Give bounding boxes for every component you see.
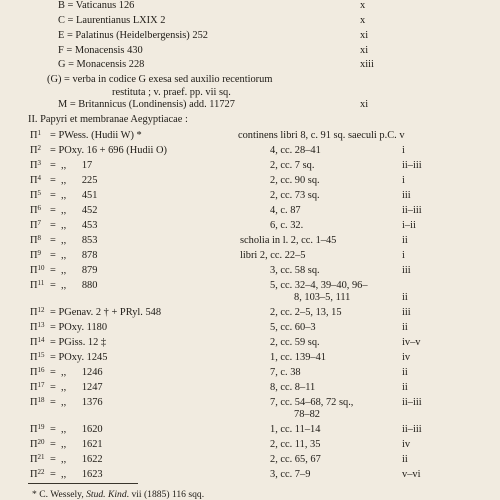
papyrus-source: = ,, 1376 <box>50 397 103 408</box>
papyrus-pi: Π <box>30 352 38 363</box>
manuscript-century: xi <box>360 30 369 41</box>
papyrus-source: = ,, 1247 <box>50 382 103 393</box>
papyrus-century: i <box>402 175 405 186</box>
papyrus-siglum <box>30 469 45 481</box>
papyrus-siglum <box>30 367 45 379</box>
papyrus-number: 2 <box>37 144 42 152</box>
papyrus-number: 11 <box>37 279 45 287</box>
papyrus-pi: Π <box>30 454 38 465</box>
papyrus-source: = ,, 1622 <box>50 454 103 465</box>
papyrus-pi: Π <box>30 250 38 261</box>
papyrus-century: ii <box>402 382 408 393</box>
papyrus-siglum <box>30 190 41 202</box>
manuscript-text: G = Monacensis 228 <box>58 59 145 70</box>
papyrus-pi: Π <box>30 307 38 318</box>
papyrus-century: ii <box>402 292 408 303</box>
papyrus-source: = ,, 1621 <box>50 439 103 450</box>
footnote-italic: Stud. Kind <box>86 489 127 500</box>
footnote-rule <box>28 483 138 484</box>
manuscript-text: (G) = verba in codice G exesa sed auxilio recentiorum <box>47 74 273 85</box>
papyrus-number: 19 <box>37 423 45 431</box>
manuscript-text: B = Vaticanus 126 <box>58 0 135 11</box>
papyrus-content: 4, c. 87 <box>270 205 301 216</box>
papyrus-number: 15 <box>37 351 45 359</box>
papyrus-content: 3, cc. 7–9 <box>270 469 311 480</box>
papyrus-number: 3 <box>37 159 42 167</box>
papyrus-siglum <box>30 250 41 262</box>
papyrus-pi: Π <box>30 382 38 393</box>
papyrus-content: scholia in l. 2, cc. 1–45 <box>240 235 337 246</box>
papyrus-siglum <box>30 397 45 409</box>
papyrus-century: i <box>402 145 405 156</box>
papyrus-content: libri 2, cc. 22–5 <box>240 250 306 261</box>
papyrus-source: = ,, 17 <box>50 160 93 171</box>
papyrus-century: ii <box>402 454 408 465</box>
papyrus-source: = ,, 878 <box>50 250 98 261</box>
papyrus-siglum <box>30 307 45 319</box>
papyrus-source: = POxy. 1180 <box>50 322 108 333</box>
papyrus-pi: Π <box>30 130 38 141</box>
papyrus-source: = ,, 225 <box>50 175 98 186</box>
papyrus-siglum <box>30 160 41 172</box>
papyrus-number: 14 <box>37 336 45 344</box>
footnote-prefix: * C. Wessely, <box>32 489 87 500</box>
papyrus-pi: Π <box>30 439 38 450</box>
papyrus-pi: Π <box>30 280 38 291</box>
papyrus-pi: Π <box>30 265 38 276</box>
papyrus-content: 78–82 <box>294 409 320 420</box>
papyrus-content: 2, cc. 90 sq. <box>270 175 320 186</box>
papyrus-number: 8 <box>37 234 42 242</box>
manuscript-text: C = Laurentianus LXIX 2 <box>58 15 166 26</box>
papyrus-content: continens libri 8, c. 91 sq. saeculi p.C. v <box>238 130 405 141</box>
papyrus-number: 17 <box>37 381 45 389</box>
papyrus-pi: Π <box>30 220 38 231</box>
papyrus-content: 1, cc. 139–41 <box>270 352 326 363</box>
papyrus-pi: Π <box>30 469 38 480</box>
papyrus-number: 12 <box>37 306 45 314</box>
papyrus-siglum <box>30 439 45 451</box>
footnote-rest: . vii (1885) 116 sqq. <box>126 489 205 500</box>
papyrus-source: = PGenav. 2 † + PRyl. 548 <box>50 307 162 318</box>
manuscript-text: E = Palatinus (Heidelbergensis) 252 <box>58 30 208 41</box>
papyrus-content: 5, cc. 60–3 <box>270 322 316 333</box>
manuscript-century: xiii <box>360 59 374 70</box>
papyrus-content: 1, cc. 11–14 <box>270 424 321 435</box>
papyrus-source: = POxy. 1245 <box>50 352 108 363</box>
papyrus-siglum <box>30 265 45 277</box>
papyrus-siglum <box>30 424 45 436</box>
papyrus-century: iv <box>402 439 411 450</box>
papyrus-content: 2, cc. 11, 35 <box>270 439 321 450</box>
papyrus-content: 2, cc. 65, 67 <box>270 454 321 465</box>
manuscript-century: xi <box>360 45 369 56</box>
papyrus-source: = ,, 1623 <box>50 469 103 480</box>
papyrus-content: 5, cc. 32–4, 39–40, 96– <box>270 280 368 291</box>
papyrus-century: i–ii <box>402 220 416 231</box>
papyrus-pi: Π <box>30 322 38 333</box>
papyrus-siglum <box>30 352 45 364</box>
papyrus-number: 20 <box>37 438 45 446</box>
papyrus-content: 2, cc. 2–5, 13, 15 <box>270 307 342 318</box>
papyrus-siglum <box>30 280 44 292</box>
papyrus-content: 6, c. 32. <box>270 220 304 231</box>
manuscript-century: x <box>360 15 366 26</box>
papyrus-century: i <box>402 250 405 261</box>
papyrus-number: 21 <box>37 453 45 461</box>
papyrus-number: 10 <box>37 264 45 272</box>
papyrus-century: ii <box>402 322 408 333</box>
section-heading: II. Papyri et membranae Aegyptiacae : <box>28 114 188 125</box>
papyrus-siglum <box>30 175 41 187</box>
papyrus-century: iv–v <box>402 337 421 348</box>
papyrus-source: = ,, 453 <box>50 220 98 231</box>
papyrus-number: 13 <box>37 321 45 329</box>
papyrus-source: = ,, 1246 <box>50 367 103 378</box>
papyrus-pi: Π <box>30 235 38 246</box>
papyrus-century: iii <box>402 265 411 276</box>
papyrus-siglum <box>30 130 41 142</box>
papyrus-source: = ,, 879 <box>50 265 98 276</box>
manuscript-century: x <box>360 0 366 11</box>
papyrus-number: 9 <box>37 249 42 257</box>
papyrus-pi: Π <box>30 367 38 378</box>
manuscript-text: F = Monacensis 430 <box>58 45 143 56</box>
papyrus-number: 7 <box>37 219 42 227</box>
papyrus-century: iv <box>402 352 411 363</box>
papyrus-number: 22 <box>37 468 45 476</box>
papyrus-pi: Π <box>30 175 38 186</box>
papyrus-source: = PWess. (Hudii W) * <box>50 130 142 141</box>
papyrus-source: = PGiss. 12 ‡ <box>50 337 107 348</box>
papyrus-number: 5 <box>37 189 42 197</box>
papyrus-number: 18 <box>37 396 45 404</box>
papyrus-source: = ,, 451 <box>50 190 98 201</box>
papyrus-pi: Π <box>30 160 38 171</box>
papyrus-century: iii <box>402 190 411 201</box>
papyrus-siglum <box>30 235 41 247</box>
papyrus-content: 4, cc. 28–41 <box>270 145 321 156</box>
papyrus-pi: Π <box>30 397 38 408</box>
papyrus-siglum <box>30 145 41 157</box>
papyrus-source: = ,, 1620 <box>50 424 103 435</box>
papyrus-content: 7, c. 38 <box>270 367 301 378</box>
papyrus-number: 6 <box>37 204 42 212</box>
papyrus-century: iii <box>402 307 411 318</box>
footnote <box>32 489 204 500</box>
papyrus-century: ii–iii <box>402 397 422 408</box>
papyrus-content: 2, cc. 59 sq. <box>270 337 320 348</box>
papyrus-content: 2, cc. 73 sq. <box>270 190 320 201</box>
papyrus-century: ii–iii <box>402 424 422 435</box>
papyrus-content: 8, 103–5, 111 <box>294 292 351 303</box>
papyrus-century: v–vi <box>402 469 421 480</box>
papyrus-century: ii–iii <box>402 205 422 216</box>
papyrus-century: ii <box>402 367 408 378</box>
papyrus-content: 2, cc. 7 sq. <box>270 160 315 171</box>
papyrus-source: = ,, 853 <box>50 235 98 246</box>
papyrus-content: 3, cc. 58 sq. <box>270 265 320 276</box>
manuscript-text: M = Britannicus (Londinensis) add. 11727 <box>58 99 235 110</box>
papyrus-siglum <box>30 382 45 394</box>
papyrus-pi: Π <box>30 205 38 216</box>
papyrus-pi: Π <box>30 424 38 435</box>
papyrus-siglum <box>30 322 45 334</box>
papyrus-siglum <box>30 205 41 217</box>
papyrus-number: 16 <box>37 366 45 374</box>
papyrus-pi: Π <box>30 337 38 348</box>
papyrus-content: 7, cc. 54–68, 72 sq., <box>270 397 354 408</box>
manuscript-century: xi <box>360 99 369 110</box>
papyrus-siglum <box>30 220 41 232</box>
papyrus-source: = ,, 880 <box>50 280 98 291</box>
papyrus-century: ii <box>402 235 408 246</box>
papyrus-source: = POxy. 16 + 696 (Hudii O) <box>50 145 167 156</box>
papyrus-number: 4 <box>37 174 42 182</box>
papyrus-content: 8, cc. 8–11 <box>270 382 316 393</box>
papyrus-pi: Π <box>30 145 38 156</box>
papyrus-pi: Π <box>30 190 38 201</box>
papyrus-siglum <box>30 337 45 349</box>
manuscript-text: restituta ; v. praef. pp. vii sq. <box>112 87 231 98</box>
papyrus-century: ii–iii <box>402 160 422 171</box>
papyrus-number: 1 <box>37 129 42 137</box>
papyrus-source: = ,, 452 <box>50 205 98 216</box>
papyrus-siglum <box>30 454 45 466</box>
